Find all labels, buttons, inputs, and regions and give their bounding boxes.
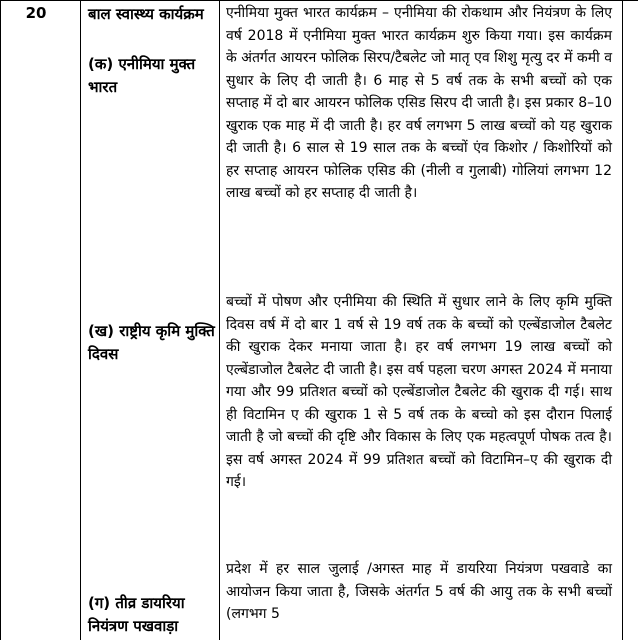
section-text-diarrhea [226, 558, 612, 626]
column-divider-1 [80, 0, 81, 640]
table-left-border [0, 0, 1, 640]
deworming-paragraph: बच्चों में पोषण और एनीमिया की स्थिति में सुधार लाने के लिए कृमि मुक्ति दिवस वर्ष में दो बार 1 वर्ष से 19 वर्ष तक के बच्चों को एल्बेंडाजोल टैबलेट की खुराक देकर मनाया जाता है। हर वर्ष लगभग 19 लाख बच्चों को एल्बेंडाजोल टैबलेट दी जाती है। इस वर्ष पहला चरण अगस्त 2024 में मनाया गया और 99 प्रतिशत बच्चों को एल्बेंडाजोल टैबलेट की खुराक दी गई। साथ ही विटामिन ए की खुराक 1 से 5 वर्ष तक के बच्चो को इस दौरान पिलाई जाती है जो बच्चों की दृष्टि और विकास के लिए एक महत्वपूर्ण पोषक तत्व है। इस वर्ष अगस्त 2024 में 99 प्रतिशत बच्चों को विटामिन–ए की खुराक दी गई। [226, 294, 612, 490]
section-text-deworming [226, 291, 612, 494]
section-text-anemia [226, 2, 612, 205]
anemia-paragraph: एनीमिया मुक्त भारत कार्यक्रम – एनीमिया की रोकथाम और नियंत्रण के लिए वर्ष 2018 में एनीमिया मुक्त भारत कार्यक्रम शुरु किया गया। इस कार्यक्रम के अंतर्गत आयरन फोलिक सिरप/टैबलेट जो मातृ एव शिशु मृत्यु दर में कमी व सुधार के लिए दी जाती है। 6 माह से 5 वर्ष तक के सभी बच्चों को एक सप्ताह में दो बार आयरन फोलिक एसिड सिरप दी जाती है। इस प्रकार 8–10 खुराक एक माह में दी जाती है। हर वर्ष लगभग 5 लाख बच्चों को यह खुराक दी जाती है। 6 साल से 19 साल तक के बच्चों एंव किशोर / किशोरियों को हर सप्ताह आयरन फोलिक एसिड की (नीली व गुलाबी) गोलियां लगभग 12 लाख बच्चों को हर सप्ताह दी जाती है। [226, 5, 612, 201]
table-right-border [622, 0, 623, 640]
serial-number: 20 [25, 4, 47, 22]
table-top-border [0, 0, 638, 1]
section-label-diarrhea: (ग) तीव्र डायरिया नियंत्रण पखवाड़ा [88, 594, 185, 635]
section-label-anemia: (क) एनीमिया मुक्त भारत [88, 55, 196, 96]
section-label-deworming: (ख) राष्ट्रीय कृमि मुक्ति दिवस [88, 322, 215, 363]
diarrhea-paragraph: प्रदेश में हर साल जुलाई /अगस्त माह में डायरिया नियंत्रण पखवाडे का आयोजन किया जाता है, जिसके अंतर्गत 5 वर्ष की आयु तक के सभी बच्चों (लगभग 5 [226, 561, 612, 622]
column-divider-2 [219, 0, 220, 640]
program-heading: बाल स्वास्थ्य कार्यक्रम [88, 5, 204, 23]
